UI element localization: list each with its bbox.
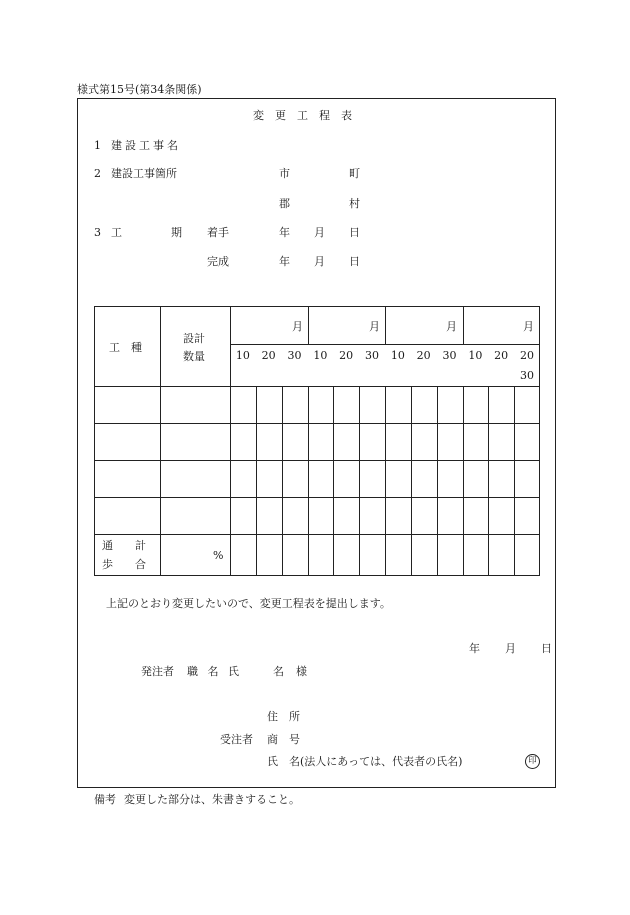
table-month-col-divider: [308, 306, 309, 344]
item3-number: 3: [94, 226, 101, 239]
day-tick-label: 20: [339, 349, 354, 362]
total-label-2: 歩 合: [102, 558, 146, 571]
table-month-col-divider: [463, 306, 464, 344]
total-label-1: 通 計: [102, 539, 146, 552]
month-label-2: 月: [369, 320, 380, 333]
orderer-title: 職 名 氏: [187, 665, 242, 678]
end-year: 年: [279, 255, 290, 268]
date-month: 月: [505, 642, 516, 655]
day-tick-label: 20: [520, 349, 534, 362]
day-tick-label: 30: [442, 349, 457, 362]
form-id: 様式第15号(第34条関係): [77, 83, 202, 96]
statement-text: 上記のとおり変更したいので、変更工程表を提出します。: [106, 597, 391, 610]
day-tick-label: 10: [235, 349, 250, 362]
table-col-divider: [230, 306, 231, 576]
table-border-left: [94, 306, 95, 576]
seal-icon: 印: [525, 754, 540, 769]
table-row-divider: [94, 534, 540, 535]
town-label: 町: [349, 167, 360, 180]
start-day: 日: [349, 226, 360, 239]
day-tick-label: 20: [261, 349, 276, 362]
table-day-col-divider: [256, 386, 257, 576]
table-row-divider: [94, 423, 540, 424]
table-border-right: [539, 306, 540, 576]
table-col-divider: [160, 306, 161, 576]
item2-number: 2: [94, 167, 101, 180]
table-header-divider: [94, 386, 540, 387]
month-label-3: 月: [446, 320, 457, 333]
day-tick-label: 10: [390, 349, 405, 362]
col-qty-header-2: 数量: [183, 350, 205, 363]
orderer-honorific: 様: [296, 665, 307, 678]
table-row-divider: [94, 460, 540, 461]
contractor-name-label: 氏 名(法人にあっては、代表者の氏名): [267, 755, 463, 768]
start-month: 月: [314, 226, 325, 239]
note-label: 備考: [94, 793, 116, 806]
note-text: 変更した部分は、朱書きすること。: [124, 793, 300, 806]
county-label: 郡: [279, 197, 290, 210]
day-tick-label: 20: [416, 349, 431, 362]
date-day: 日: [541, 642, 552, 655]
contractor-trade-name-label: 商 号: [267, 733, 300, 746]
day-tick-label: 20: [494, 349, 509, 362]
item3-label-a: 工: [111, 226, 122, 239]
table-day-col-divider: [514, 386, 515, 576]
day-tick-label: 30: [287, 349, 302, 362]
orderer-name: 名: [273, 665, 284, 678]
item1-label: 建設工事名: [111, 139, 181, 152]
table-month-divider: [230, 344, 540, 345]
day-tick-label: 30: [520, 369, 534, 382]
table-day-col-divider: [359, 386, 360, 576]
end-month: 月: [314, 255, 325, 268]
month-label-1: 月: [292, 320, 303, 333]
page-title: 変 更 工 程 表: [253, 109, 352, 122]
table-day-col-divider: [333, 386, 334, 576]
day-tick-label: 10: [468, 349, 483, 362]
table-day-col-divider: [488, 386, 489, 576]
table-day-col-divider: [463, 386, 464, 576]
col-work-header: 工 種: [109, 341, 142, 354]
table-month-col-divider: [385, 306, 386, 344]
day-tick-label: 30: [365, 349, 379, 362]
month-label-4: 月: [523, 320, 534, 333]
contractor-address-label: 住 所: [267, 710, 300, 723]
date-year: 年: [469, 642, 480, 655]
day-tick-label: 10: [313, 349, 328, 362]
table-day-col-divider: [411, 386, 412, 576]
orderer-role: 発注者: [141, 665, 174, 678]
table-row-divider: [94, 497, 540, 498]
table-day-col-divider: [385, 386, 386, 576]
table-day-col-divider: [308, 386, 309, 576]
table-day-col-divider: [282, 386, 283, 576]
item3-label-b: 期: [171, 226, 182, 239]
contractor-role: 受注者: [220, 733, 253, 746]
item2-label: 建設工事箇所: [111, 167, 177, 180]
start-label: 着手: [207, 226, 229, 239]
item1-number: 1: [94, 139, 101, 152]
percent-label: %: [213, 549, 224, 562]
end-day: 日: [349, 255, 360, 268]
schedule-table: [94, 306, 540, 576]
city-label: 市: [279, 167, 290, 180]
col-qty-header-1: 設計: [183, 332, 205, 345]
village-label: 村: [349, 197, 360, 210]
table-day-col-divider: [437, 386, 438, 576]
end-label: 完成: [207, 255, 229, 268]
start-year: 年: [279, 226, 290, 239]
